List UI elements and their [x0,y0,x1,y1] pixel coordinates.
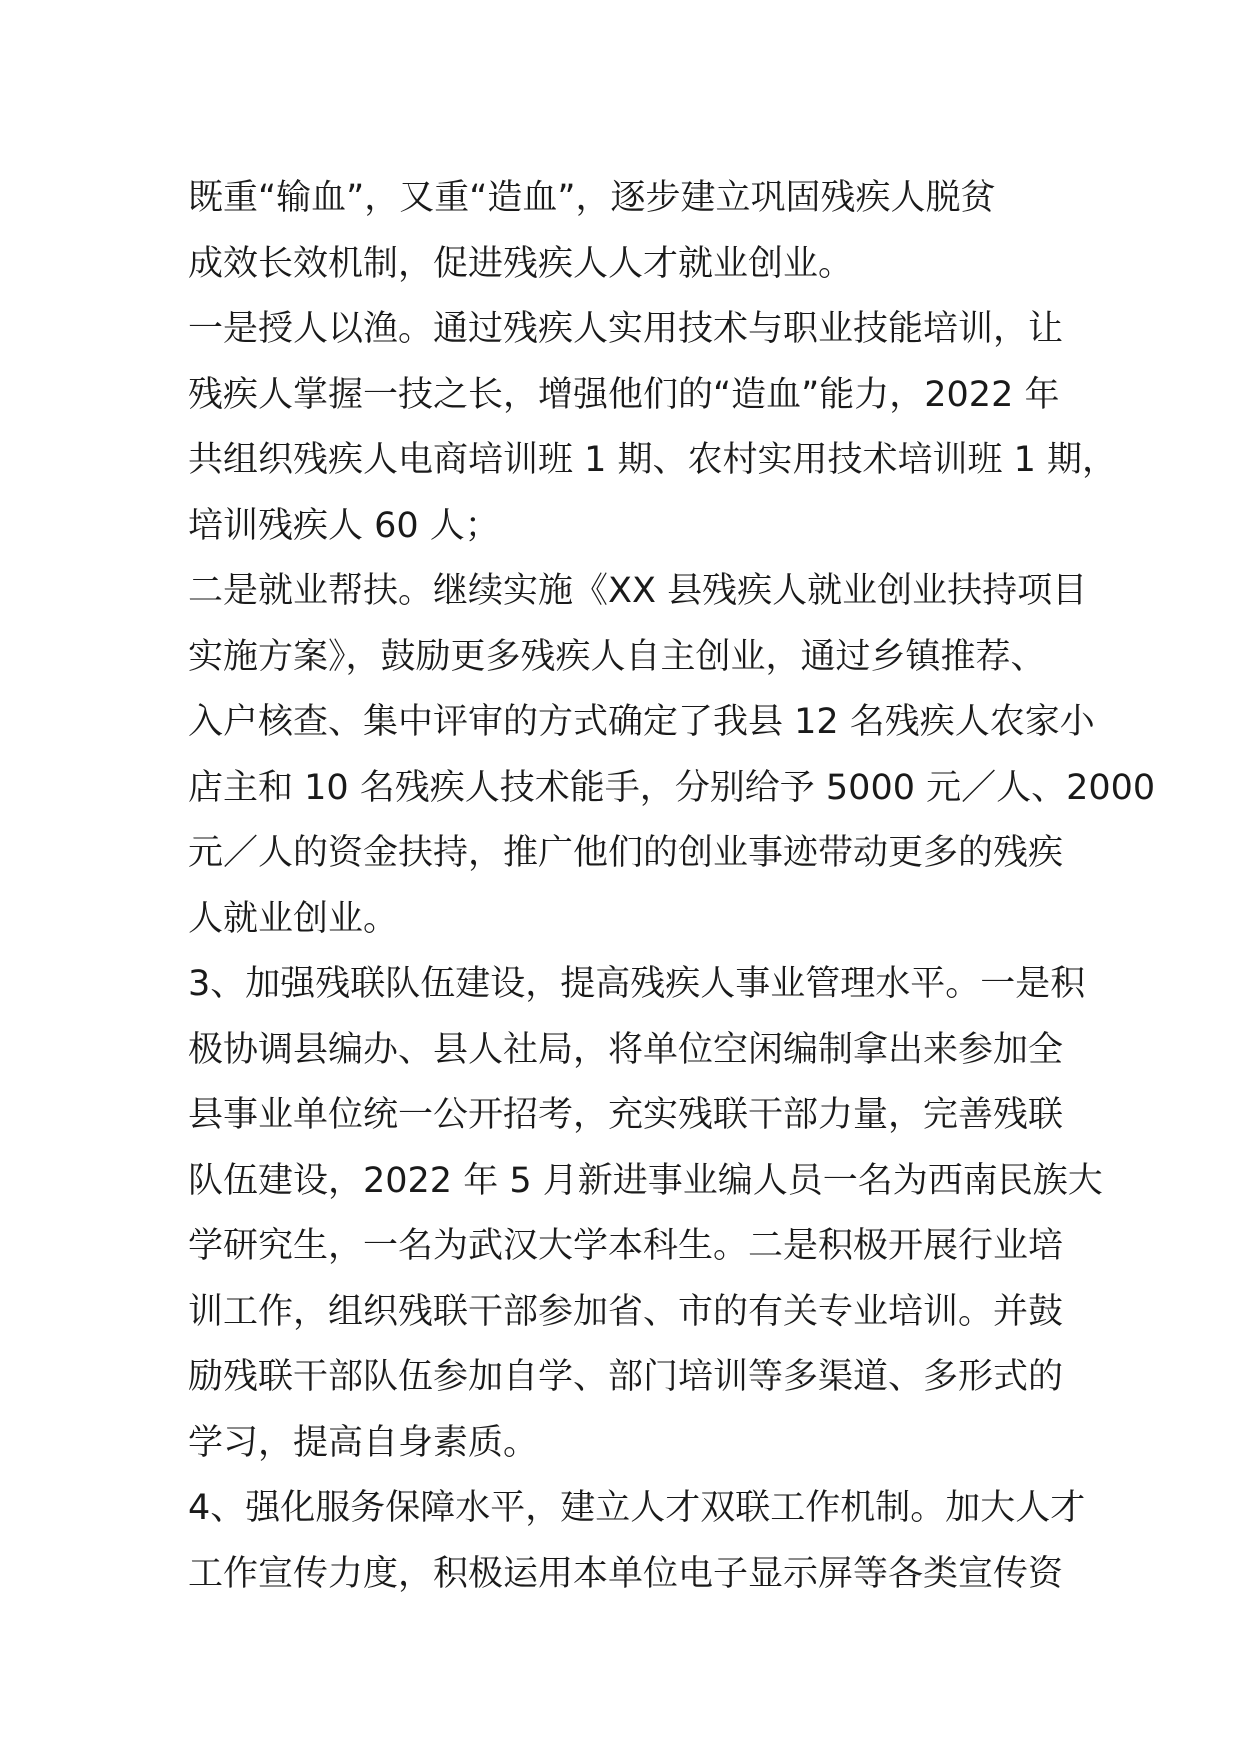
text-line: 共组织残疾人电商培训班 1 期、农村实用技术培训班 1 期， [188,440,1118,480]
text-line: 入户核查、集中评审的方式确定了我县 12 名残疾人农家小 [188,702,1095,742]
document-body [188,166,1156,1607]
text-line: 训工作，组织残联干部参加省、市的有关专业培训。并鼓 [188,1291,1064,1332]
text-line: 工作宣传力度，积极运用本单位电子显示屏等各类宣传资 [188,1553,1064,1594]
text-line: 成效长效机制，促进残疾人人才就业创业。 [188,243,854,284]
text-line: 4、强化服务保障水平，建立人才双联工作机制。加大人才 [188,1488,1086,1528]
text-line: 二是就业帮扶。继续实施《XX 县残疾人就业创业扶持项目 [188,571,1088,611]
text-line: 实施方案》，鼓励更多残疾人自主创业，通过乡镇推荐、 [188,636,1046,677]
text-line: 县事业单位统一公开招考，充实残联干部力量，完善残联 [188,1095,1064,1135]
text-line: 培训残疾人 60 人； [188,505,500,546]
text-line: 队伍建设，2022 年 5 月新进事业编人员一名为西南民族大 [188,1160,1103,1201]
text-line: 一是授人以渔。通过残疾人实用技术与职业技能培训，让 [188,309,1064,349]
text-line: 学研究生，一名为武汉大学本科生。二是积极开展行业培 [188,1226,1064,1266]
text-line: 元／人的资金扶持，推广他们的创业事迹带动更多的残疾 [188,833,1064,873]
text-line: 3、加强残联队伍建设，提高残疾人事业管理水平。一是积 [188,964,1086,1004]
text-line: 残疾人掌握一技之长，增强他们的“造血”能力，2022 年 [188,374,1060,415]
text-line: 极协调县编办、县人社局，将单位空闲编制拿出来参加全 [188,1029,1064,1070]
text-line: 人就业创业。 [188,898,399,939]
text-line: 励残联干部队伍参加自学、部门培训等多渠道、多形式的 [188,1357,1064,1397]
text-line: 学习，提高自身素质。 [188,1422,539,1463]
text-line: 店主和 10 名残疾人技术能手，分别给予 5000 元／人、2000 [188,767,1156,808]
text-line: 既重“输血”，又重“造血”，逐步建立巩固残疾人脱贫 [188,178,996,218]
